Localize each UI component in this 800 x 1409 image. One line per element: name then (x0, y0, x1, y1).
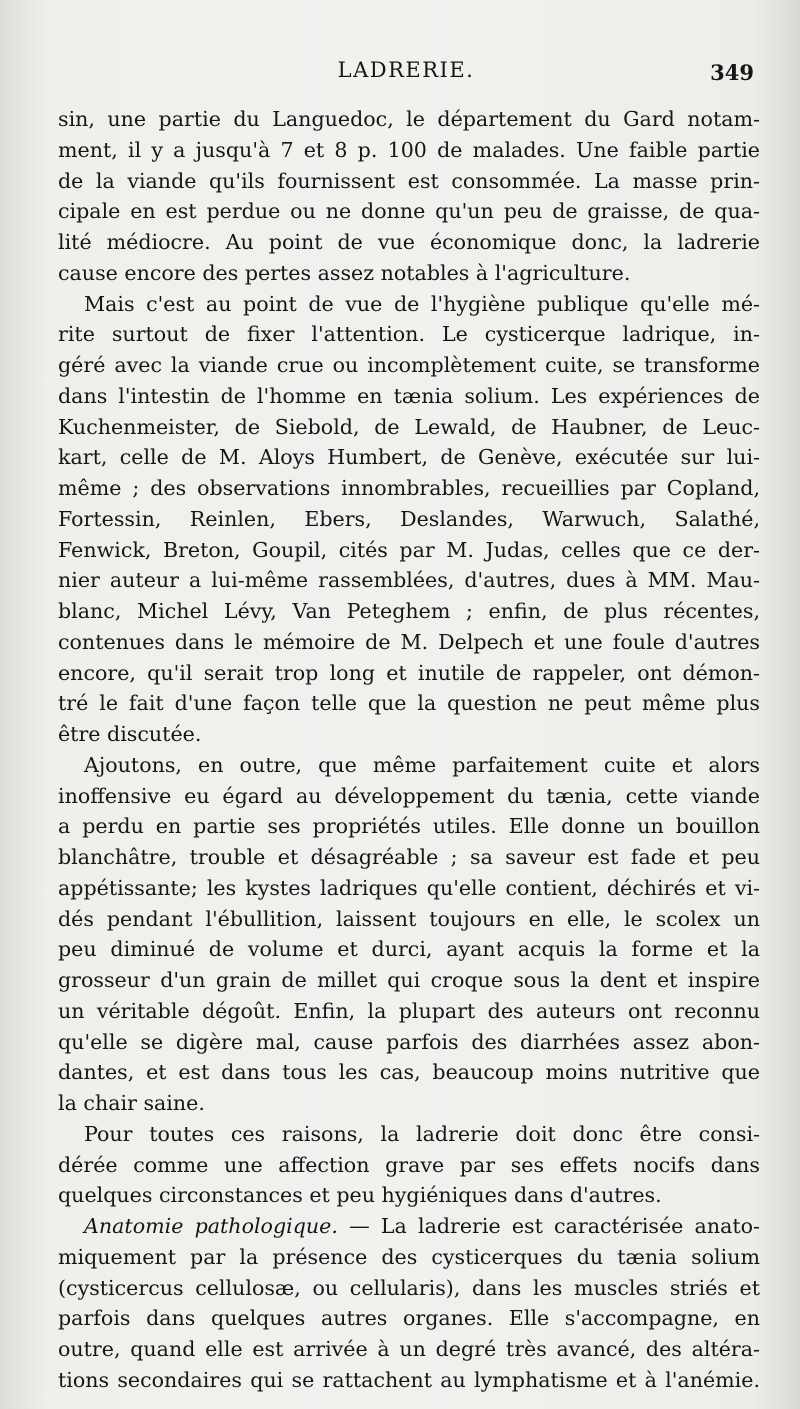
paragraph-2 (58, 289, 760, 750)
text-line: dantes, et est dans tous les cas, beaucoup moins nutritive que (58, 1060, 760, 1085)
text-line: inoffensive eu égard au développement du tænia, cette viande (58, 783, 760, 808)
text-line: Fenwick, Breton, Goupil, cités par M. Judas, celles que ce der- (58, 537, 760, 562)
text-run: — La ladrerie est caractérisée anato- (337, 1214, 760, 1238)
text-line: ment, il y a jusqu'à 7 et 8 p. 100 de malades. Une faible partie (58, 137, 760, 162)
text-line: (cysticercus cellulosæ, ou cellularis), dans les muscles striés et (58, 1275, 760, 1300)
text-line: quelques circonstances et peu hygiéniques dans d'autres. (58, 1183, 662, 1208)
text-line: a perdu en partie ses propriétés utiles. Elle donne un bouillon (58, 814, 760, 839)
text-line: contenues dans le mémoire de M. Delpech et une foule d'autres (58, 629, 760, 654)
running-title: LADRERIE. (337, 58, 475, 82)
text-line: dérée comme une affection grave par ses effets nocifs dans (58, 1152, 760, 1177)
text-line: cause encore des pertes assez notables à l'agriculture. (58, 260, 631, 285)
text-line: qu'elle se digère mal, cause parfois des diarrhées assez abon- (58, 1029, 760, 1054)
text-line: un véritable dégoût. Enfin, la plupart des auteurs ont reconnu (58, 998, 760, 1023)
text-line: même ; des observations innombrables, recueillies par Copland, (58, 476, 760, 500)
body-text (58, 104, 760, 1396)
text-line: de la viande qu'ils fournissent est consommée. La masse prin- (58, 168, 760, 193)
text-line: Pour toutes ces raisons, la ladrerie doit donc être consi- (84, 1121, 760, 1146)
text-line: géré avec la viande crue ou incomplètement cuite, se transforme (58, 353, 760, 377)
text-line: blanchâtre, trouble et désagréable ; sa saveur est fade et peu (58, 845, 760, 869)
section-heading: Anatomie pathologique. (84, 1214, 338, 1238)
text-line: Mais c'est au point de vue de l'hygiène publique qu'elle mé- (84, 291, 760, 316)
paragraph-5 (58, 1211, 760, 1396)
text-line: Ajoutons, en outre, que même parfaitement cuite et alors (84, 752, 760, 777)
text-line: Fortessin, Reinlen, Ebers, Deslandes, Warwuch, Salathé, (58, 506, 760, 531)
paragraph-3 (58, 750, 760, 1119)
text-line (58, 1211, 760, 1242)
text-line: tions secondaires qui se rattachent au lymphatisme et à l'anémie. (58, 1367, 760, 1392)
text-line: sin, une partie du Languedoc, le département du Gard notam- (58, 107, 760, 131)
text-line: être discutée. (58, 722, 202, 746)
text-line: kart, celle de M. Aloys Humbert, de Genève, exécutée sur lui- (58, 445, 760, 470)
text-line: encore, qu'il serait trop long et inutile de rappeler, ont démon- (58, 660, 760, 685)
text-line: parfois dans quelques autres organes. Elle s'accompagne, en (58, 1306, 760, 1331)
page-number: 349 (710, 60, 754, 85)
text-line: dans l'intestin de l'homme en tænia solium. Les expériences de (58, 383, 760, 408)
text-line: outre, quand elle est arrivée à un degré très avancé, des altéra- (58, 1337, 760, 1361)
text-line: appétissante; les kystes ladriques qu'elle contient, déchirés et vi- (58, 875, 760, 900)
text-line: Kuchenmeister, de Siebold, de Lewald, de Haubner, de Leuc- (58, 414, 760, 439)
text-line: tré le fait d'une façon telle que la question ne peut même plus (58, 691, 760, 716)
text-line: lité médiocre. Au point de vue économique donc, la ladrerie (58, 230, 760, 254)
running-head (58, 58, 754, 92)
text-line: dés pendant l'ébullition, laissent toujours en elle, le scolex un (58, 906, 760, 931)
text-line: la chair saine. (58, 1091, 205, 1115)
paragraph-1 (58, 104, 760, 289)
text-line: blanc, Michel Lévy, Van Peteghem ; enfin, de plus récentes, (58, 599, 760, 623)
text-line: grosseur d'un grain de millet qui croque sous la dent et inspire (58, 968, 760, 992)
text-line: peu diminué de volume et durci, ayant acquis la forme et la (58, 937, 760, 962)
text-line: miquement par la présence des cysticerques du tænia solium (58, 1244, 760, 1269)
text-line: cipale en est perdue ou ne donne qu'un peu de graisse, de qua- (58, 199, 760, 224)
paragraph-4 (58, 1119, 760, 1211)
text-line: nier auteur a lui-même rassemblées, d'autres, dues à MM. Mau- (58, 568, 760, 593)
text-line: rite surtout de fixer l'attention. Le cysticerque ladrique, in- (58, 322, 760, 347)
